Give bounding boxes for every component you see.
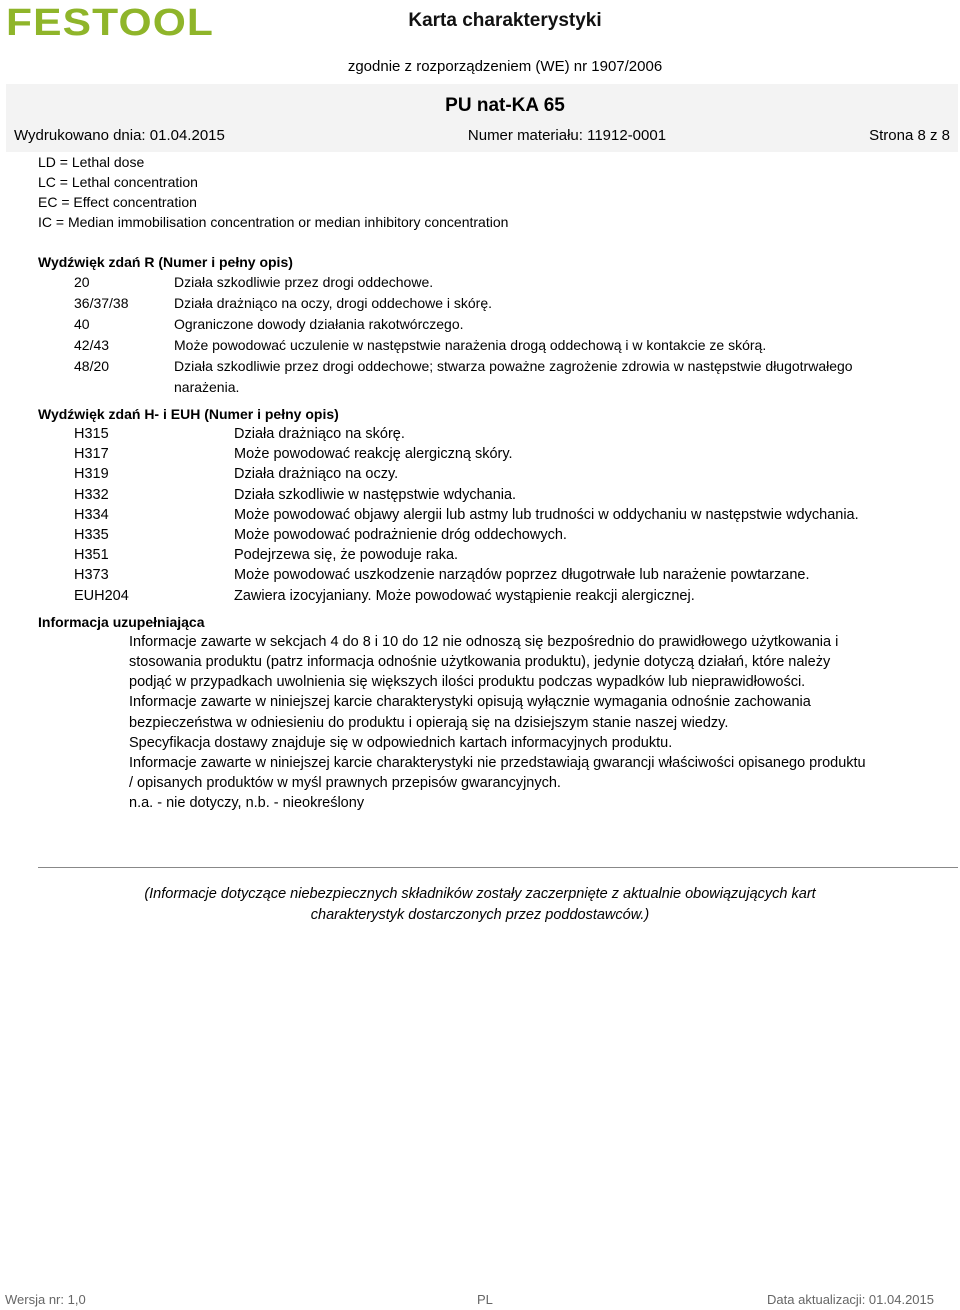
r-phrase-row xyxy=(38,293,938,314)
r-phrase-row xyxy=(38,272,938,293)
r-phrase-text: Działa drażniąco na oczy, drogi oddechowe i skórę. xyxy=(174,295,493,311)
r-phrase-code: 20 xyxy=(74,274,90,290)
h-phrase-row xyxy=(38,485,938,505)
h-phrase-code: H317 xyxy=(74,446,109,463)
h-phrase-text: Może powodować objawy alergii lub astmy lub trudności w oddychaniu w następstwie wdychania. xyxy=(234,506,859,523)
h-phrase-row xyxy=(38,565,938,585)
h-phrases-title: Wydźwięk zdań H- i EUH (Numer i pełny opis) xyxy=(38,406,339,422)
h-phrase-text: Działa drażniąco na skórę. xyxy=(234,426,405,442)
r-phrase-text: Działa szkodliwie przez drogi oddechowe. xyxy=(174,274,434,290)
supplier-footnote: (Informacje dotyczące niebezpiecznych składników zostały zaczerpnięte z aktualnie obowiązujących kart charakterystyk dostarczonych przez poddostawców.) xyxy=(144,886,816,923)
h-phrase-code: H335 xyxy=(74,527,109,544)
product-name: PU nat-KA 65 xyxy=(445,95,565,116)
info-paragraph: Informacje zawarte w niniejszej karcie charakterystyki opisują wyłącznie wymagania odnośnie zachowania bezpieczeństwa w odniesieniu do produktu i opierają się na dzisiejszym stanie naszej wiedzy. xyxy=(129,694,811,731)
h-phrases-list xyxy=(38,424,938,606)
h-phrase-row xyxy=(38,464,938,484)
r-phrase-code: 42/43 xyxy=(74,337,110,353)
version-number: Wersja nr: 1,0 xyxy=(5,1292,86,1307)
h-phrase-row xyxy=(38,545,938,565)
material-number: Numer materiału: 11912-0001 xyxy=(467,127,667,144)
r-phrase-text: Ograniczone dowody działania rakotwórczego. xyxy=(174,316,464,332)
abbreviation-item: IC = Median immobilisation concentration or median inhibitory concentration xyxy=(38,214,509,230)
update-date: Data aktualizacji: 01.04.2015 xyxy=(767,1292,934,1307)
info-paragraph: Informacje zawarte w sekcjach 4 do 8 i 10 do 12 nie odnoszą się bezpośrednio do prawidłowego użytkowania i stosowania produktu (patrz informacja odnośnie użytkowania produktu), jedynie dotyczą działań, które należy podjąć w przypadkach uwolnienia się większych ilości produktu podczas wypadków lub nieprawidłowości. xyxy=(129,633,839,691)
h-phrase-text: Może powodować uszkodzenie narządów poprzez długotrwałe lub narażenie powtarzane. xyxy=(234,567,810,584)
r-phrases-list xyxy=(38,272,938,398)
h-phrase-code: H351 xyxy=(74,547,109,564)
info-paragraph: Specyfikacja dostawy znajduje się w odpowiednich kartach informacyjnych produktu. xyxy=(129,734,673,751)
language-code: PL xyxy=(477,1292,493,1307)
page-content xyxy=(38,152,938,814)
divider xyxy=(38,867,958,868)
document-title: Karta charakterystyki xyxy=(408,10,602,31)
h-phrase-code: H332 xyxy=(74,486,109,503)
r-phrase-row xyxy=(38,335,938,356)
abbreviation-list xyxy=(38,152,938,232)
r-phrase-code: 48/20 xyxy=(74,358,110,374)
page-number: Strona 8 z 8 xyxy=(869,127,950,144)
h-phrase-row xyxy=(38,424,938,444)
h-phrase-row xyxy=(38,586,938,606)
h-phrase-text: Może powodować podrażnienie dróg oddechowych. xyxy=(234,527,567,544)
r-phrase-text: Może powodować uczulenie w następstwie narażenia drogą oddechową i w kontakcie ze skórą. xyxy=(174,337,767,353)
h-phrase-row xyxy=(38,525,938,545)
r-phrases-title: Wydźwięk zdań R (Numer i pełny opis) xyxy=(38,254,293,270)
h-phrase-code: H373 xyxy=(74,567,109,584)
r-phrase-row xyxy=(38,356,938,398)
h-phrase-text: Podejrzewa się, że powoduje raka. xyxy=(234,547,459,564)
h-phrase-code: H315 xyxy=(74,426,109,442)
h-phrase-text: Działa szkodliwie w następstwie wdychania. xyxy=(234,486,517,503)
h-phrase-code: H334 xyxy=(74,506,109,523)
r-phrase-code: 36/37/38 xyxy=(74,295,129,311)
h-phrase-code: EUH204 xyxy=(74,587,129,604)
header-meta-row xyxy=(14,127,950,144)
abbreviation-item: EC = Effect concentration xyxy=(38,194,197,210)
h-phrase-text: Zawiera izocyjaniany. Może powodować wystąpienie reakcji alergicznej. xyxy=(234,587,695,604)
regulation-line: zgodnie z rozporządzeniem (WE) nr 1907/2006 xyxy=(347,58,663,75)
h-phrase-text: Działa drażniąco na oczy. xyxy=(234,466,399,483)
festool-logo: FESTOOL xyxy=(6,2,215,44)
print-date: Wydrukowano dnia: 01.04.2015 xyxy=(14,127,225,144)
r-phrase-text: Działa szkodliwie przez drogi oddechowe; stwarza poważne zagrożenie zdrowia w następstwie długotrwałego narażenia. xyxy=(174,358,853,395)
info-paragraph: Informacje zawarte w niniejszej karcie charakterystyki nie przedstawiają gwarancji właściwości opisanego produktu / opisanych produktów w myśl prawnych przepisów gwarancyjnych. xyxy=(129,755,866,792)
info-paragraph: n.a. - nie dotyczy, n.b. - nieokreślony xyxy=(129,795,365,812)
abbreviation-item: LC = Lethal concentration xyxy=(38,174,198,190)
h-phrase-text: Może powodować reakcję alergiczną skóry. xyxy=(234,446,513,463)
h-phrase-row xyxy=(38,444,938,464)
h-phrase-code: H319 xyxy=(74,466,109,483)
h-phrase-row xyxy=(38,505,938,525)
r-phrase-row xyxy=(38,314,938,335)
abbreviation-item: LD = Lethal dose xyxy=(38,154,145,170)
supplementary-info-body xyxy=(38,632,869,814)
r-phrase-code: 40 xyxy=(74,316,90,332)
supplementary-info-title: Informacja uzupełniająca xyxy=(38,613,205,630)
page-footer xyxy=(5,1292,934,1307)
